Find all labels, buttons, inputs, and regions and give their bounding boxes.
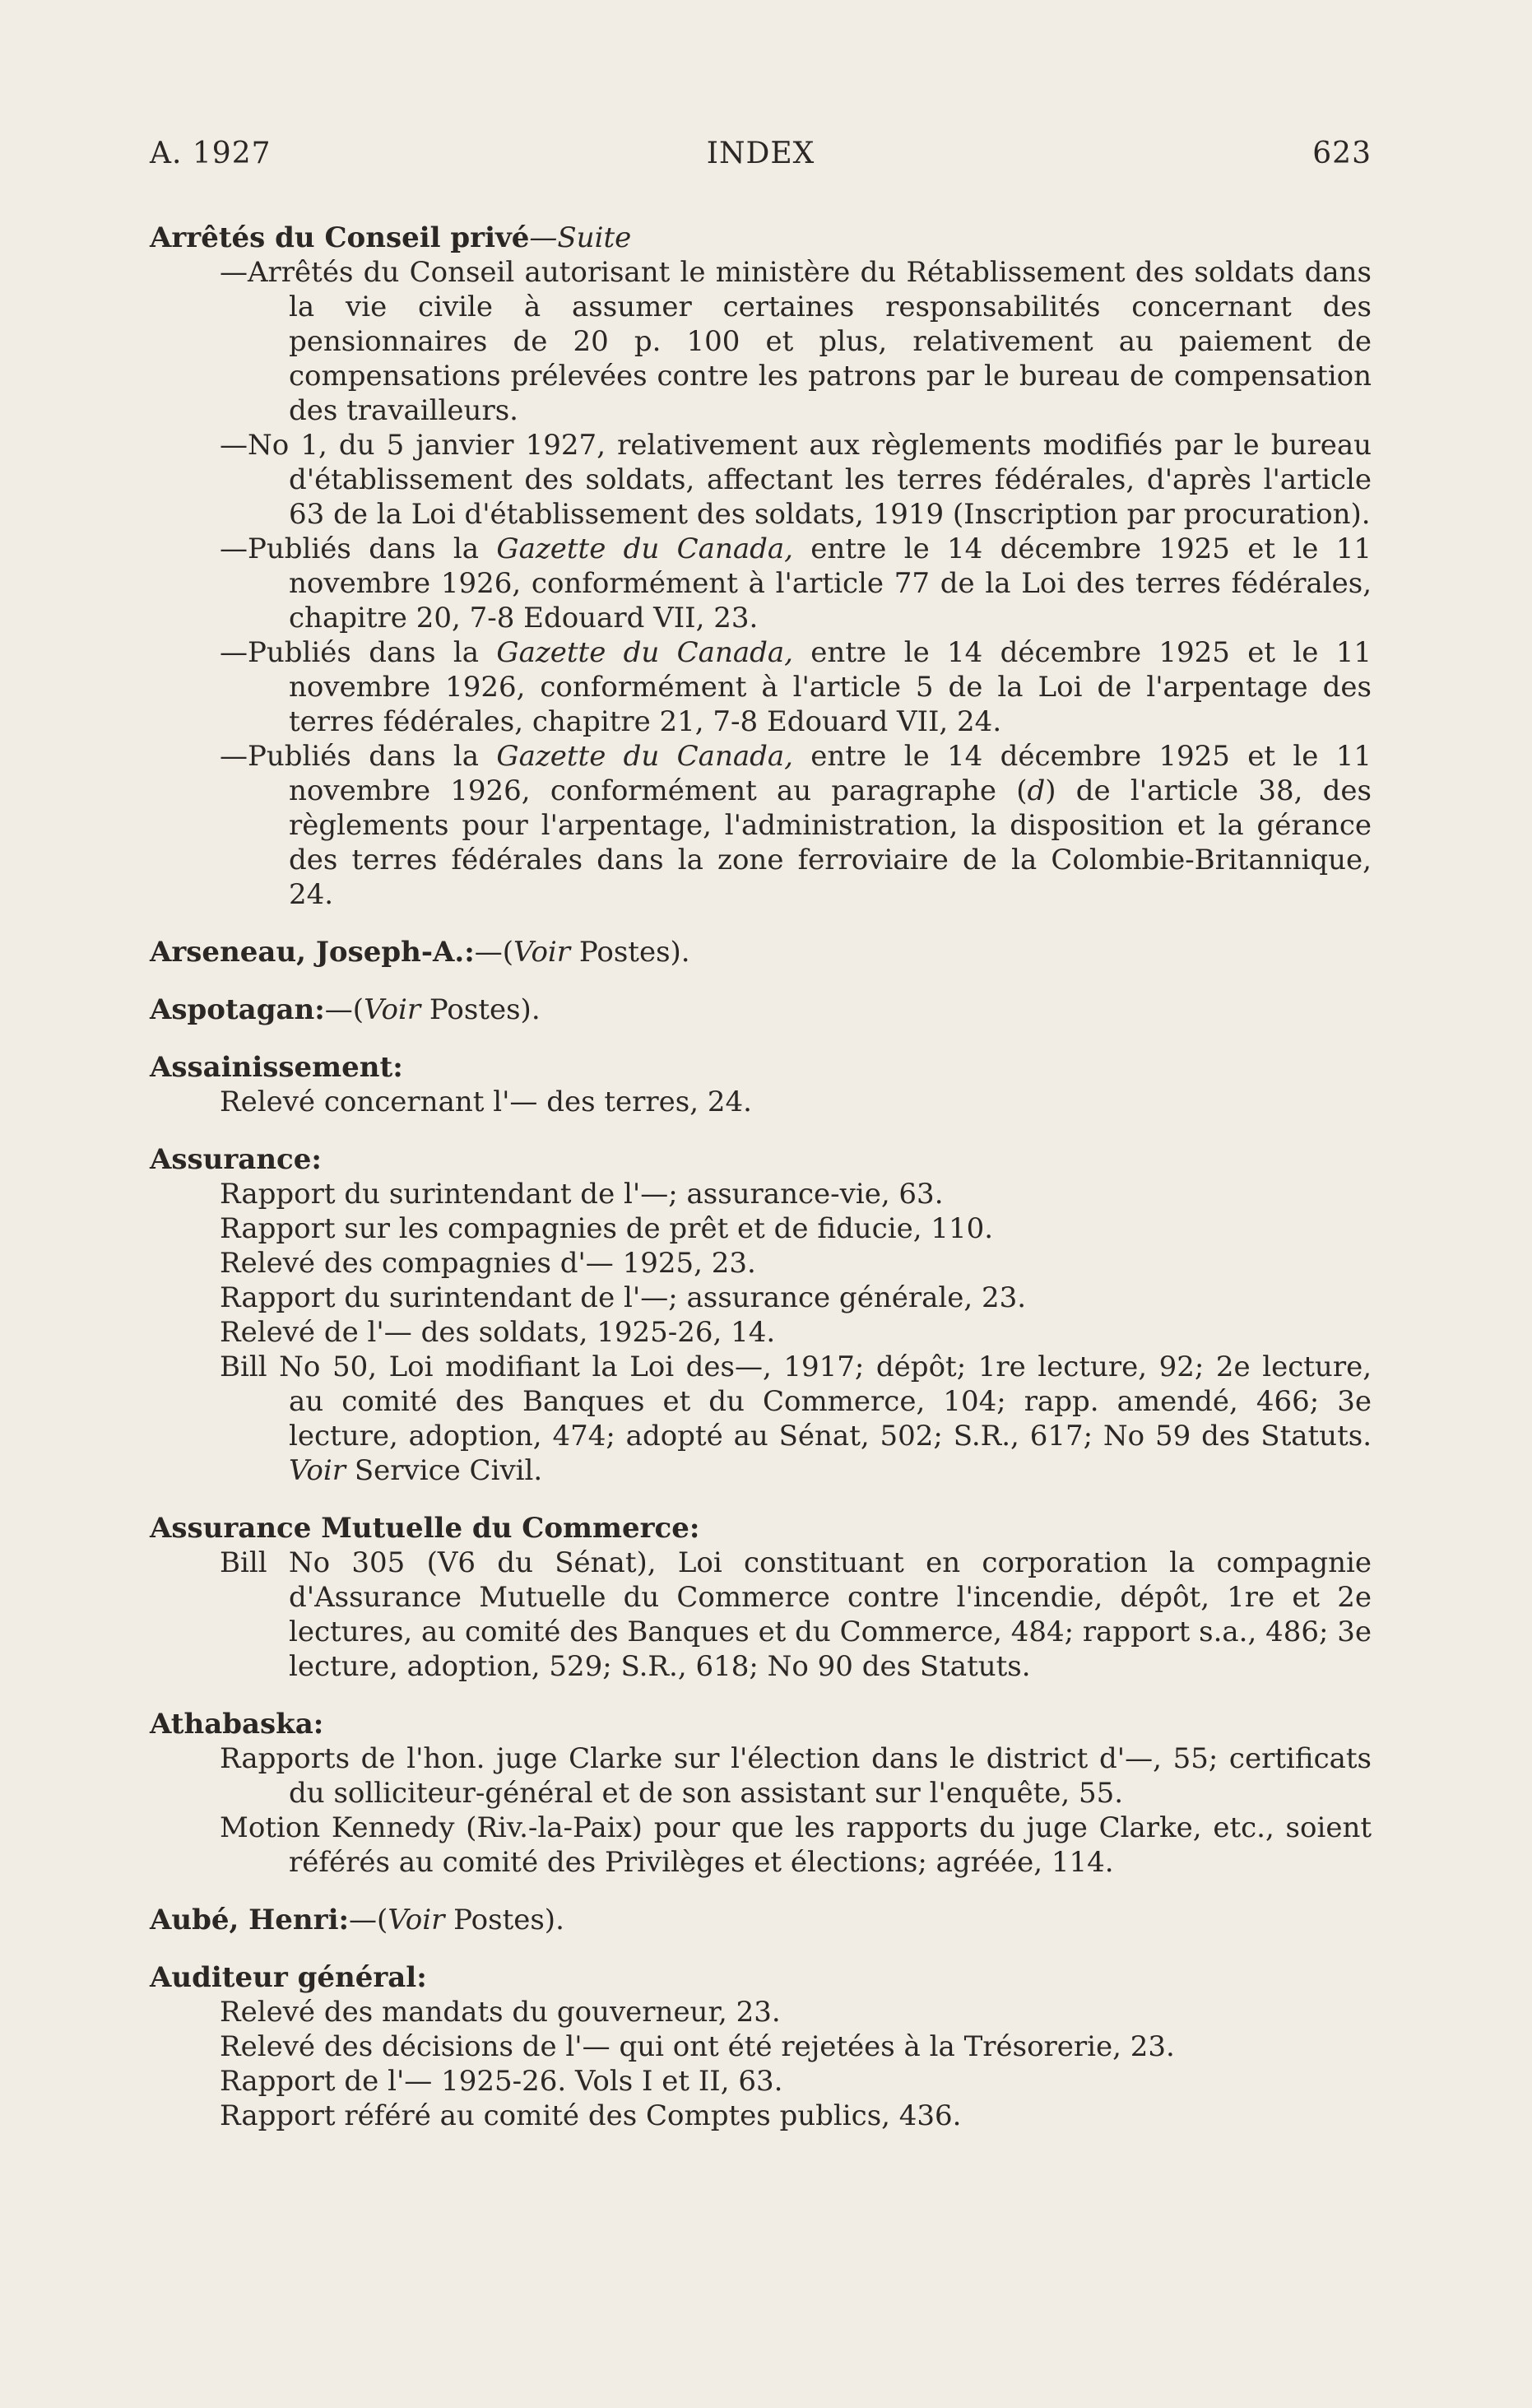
index-item: —No 1, du 5 janvier 1927, relativement aux règlements modifiés par le bureau d'établissement des soldats, affectant les terres fédérales, d'après l'article 63 de la Loi d'établissement des soldats, 1919 (Inscription par procuration). <box>220 429 1372 531</box>
running-head <box>150 137 1372 181</box>
entry-assainissement <box>150 1050 1372 1119</box>
heading-text: Arseneau, Joseph-A.: <box>150 936 475 969</box>
gazette-title: Gazette du Canada, <box>496 740 793 773</box>
index-item: Bill No 305 (V6 du Sénat), Loi constituant en corporation la compagnie d'Assurance Mutuelle du Commerce contre l'incendie, dépôt, 1re et 2e lectures, au comité des Banques et du Commerce, 484; rapport s.a., 486; 3e lecture, adoption, 529; S.R., 618; No 90 des Statuts. <box>220 1546 1372 1683</box>
index-content <box>150 221 1372 2133</box>
index-item: —Arrêtés du Conseil autorisant le ministère du Rétablissement des soldats dans la vie civile à assumer certaines responsabilités concernant des pensionnaires de 20 p. 100 et plus, relativement au paiement de compensations prélevées contre les patrons par le bureau de compensation des travailleurs. <box>220 256 1372 427</box>
header-title: INDEX <box>706 137 815 170</box>
entry-arseneau: Arseneau, Joseph-A.:—(Voir Postes). <box>150 936 690 969</box>
index-item: Relevé des mandats du gouverneur, 23. <box>220 1996 781 2029</box>
index-item: Relevé des décisions de l'— qui ont été rejetées à la Trésorerie, 23. <box>220 2030 1175 2063</box>
index-item: Rapport sur les compagnies de prêt et de fiducie, 110. <box>220 1212 994 1245</box>
page-number: 623 <box>1312 137 1372 170</box>
index-item: Rapport référé au comité des Comptes publics, 436. <box>220 2099 962 2132</box>
index-item: —Publiés dans la Gazette du Canada, entre le 14 décembre 1925 et le 11 novembre 1926, conformément au paragraphe (d) de l'article 38, des règlements pour l'arpentage, l'administration, la disposition et la gérance des terres fédérales dans la zone ferroviaire de la Colombie-Britannique, 24. <box>220 740 1372 911</box>
heading-text: Aspotagan: <box>150 993 325 1026</box>
header-year: A. 1927 <box>150 137 272 170</box>
heading-text: Auditeur général: <box>150 1961 427 1994</box>
entry-assurance-mutuelle <box>150 1511 1372 1684</box>
entry-aspotagan: Aspotagan:—(Voir Postes). <box>150 993 541 1026</box>
voir-ref: Voir <box>513 936 571 969</box>
gazette-title: Gazette du Canada, <box>496 636 793 669</box>
entry-heading <box>150 221 1372 255</box>
index-item: —Publiés dans la Gazette du Canada, entre le 14 décembre 1925 et le 11 novembre 1926, conformément à l'article 5 de la Loi de l'arpentage des terres fédérales, chapitre 21, 7-8 Edouard VII, 24. <box>220 636 1372 738</box>
heading-text: Assurance Mutuelle du Commerce: <box>150 1512 700 1545</box>
heading-text: Assurance: <box>150 1143 322 1176</box>
index-item: Rapport du surintendant de l'—; assurance-vie, 63. <box>220 1178 944 1211</box>
index-item: Bill No 50, Loi modifiant la Loi des—, 1917; dépôt; 1re lecture, 92; 2e lecture, au comité des Banques et du Commerce, 104; rapp. amendé, 466; 3e lecture, adoption, 474; adopté au Sénat, 502; S.R., 617; No 59 des Statuts. Voir Service Civil. <box>220 1350 1372 1487</box>
heading-text: Athabaska: <box>150 1708 324 1741</box>
index-item: Rapports de l'hon. juge Clarke sur l'élection dans le district d'—, 55; certificats du solliciteur-général et de son assistant sur l'enquête, 55. <box>220 1742 1372 1810</box>
entry-aube: Aubé, Henri:—(Voir Postes). <box>150 1904 564 1936</box>
voir-ref: Voir <box>388 1904 445 1936</box>
index-page <box>150 137 1372 2156</box>
entry-assurance <box>150 1142 1372 1488</box>
gazette-title: Gazette du Canada, <box>496 532 793 565</box>
index-item: —Publiés dans la Gazette du Canada, entre le 14 décembre 1925 et le 11 novembre 1926, conformément à l'article 77 de la Loi des terres fédérales, chapitre 20, 7-8 Edouard VII, 23. <box>220 532 1372 635</box>
heading-suffix: —Suite <box>529 221 632 254</box>
heading-text: Aubé, Henri: <box>150 1904 350 1936</box>
heading-text: Arrêtés du Conseil privé <box>150 221 530 254</box>
index-item: Rapport du surintendant de l'—; assurance générale, 23. <box>220 1281 1027 1314</box>
voir-ref: Voir <box>364 993 421 1026</box>
index-item: Relevé des compagnies d'— 1925, 23. <box>220 1247 756 1280</box>
index-item: Relevé concernant l'— des terres, 24. <box>220 1085 752 1118</box>
entry-arretes-conseil-prive <box>150 221 1372 912</box>
entry-auditeur-general <box>150 1960 1372 2133</box>
voir-ref: Voir <box>289 1454 346 1487</box>
index-item: Rapport de l'— 1925-26. Vols I et II, 63. <box>220 2065 783 2098</box>
heading-text: Assainissement: <box>150 1051 403 1084</box>
index-item: Motion Kennedy (Riv.-la-Paix) pour que les rapports du juge Clarke, etc., soient référés au comité des Privilèges et élections; agréée, 114. <box>220 1811 1372 1879</box>
index-item: Relevé de l'— des soldats, 1925-26, 14. <box>220 1316 776 1349</box>
entry-athabaska <box>150 1707 1372 1880</box>
